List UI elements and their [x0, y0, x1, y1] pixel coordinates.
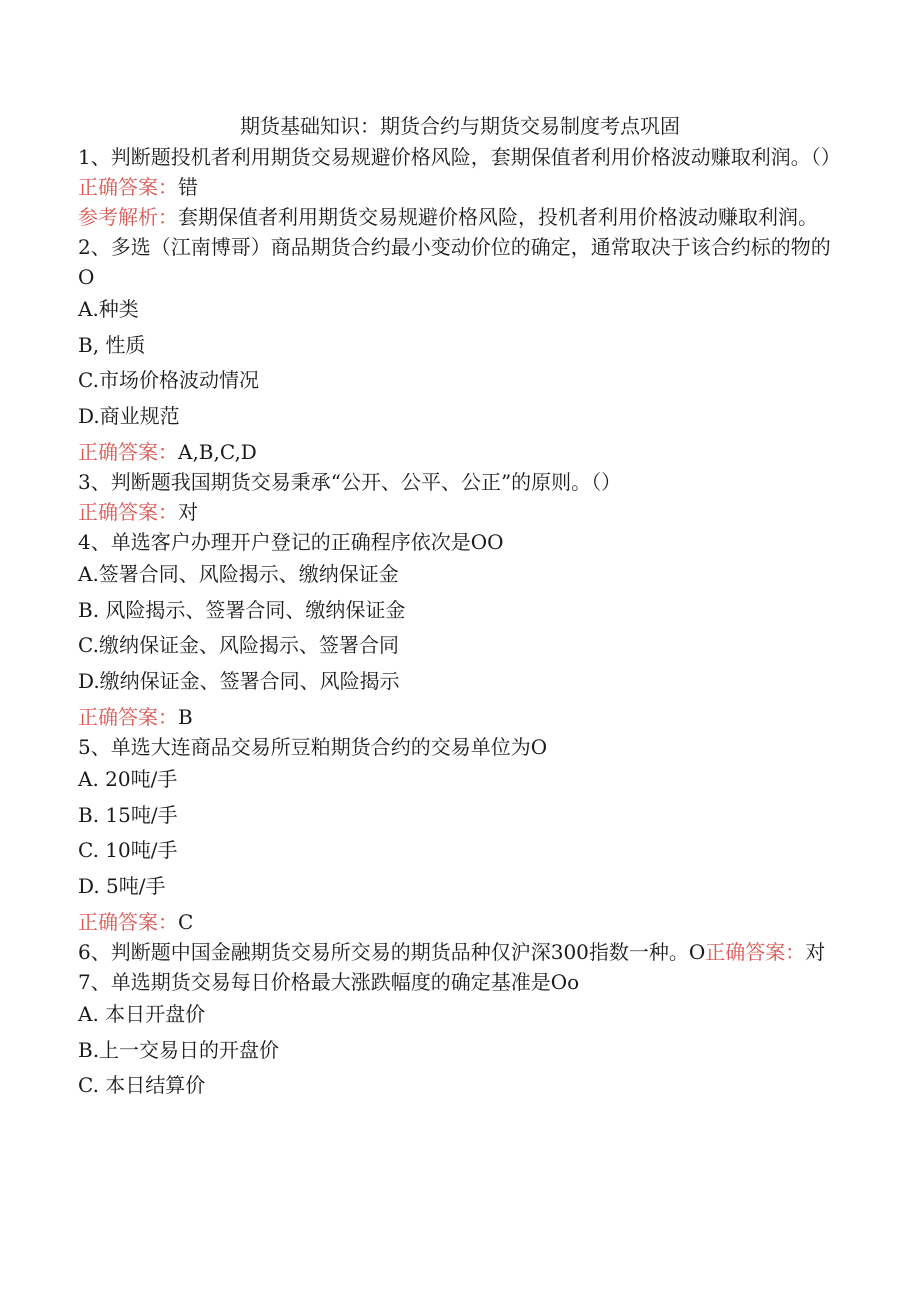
document-body	[78, 142, 841, 1104]
question-6-text: 6、判断题中国金融期货交易所交易的期货品种仅沪深300指数一种。O	[78, 940, 706, 964]
question-7-stem: 7、单选期货交易每日价格最大涨跌幅度的确定基准是Oo	[78, 970, 580, 994]
answer-label: 正确答案：	[78, 500, 178, 524]
question-6-stem	[78, 937, 838, 967]
option: D.缴纳保证金、签署合同、风险揭示	[78, 668, 400, 693]
answer-value: A,B,C,D	[178, 440, 257, 464]
answer-label: 正确答案：	[78, 175, 178, 199]
option: B. 风险揭示、签署合同、缴纳保证金	[78, 597, 406, 622]
option: B.上一交易日的开盘价	[78, 1037, 280, 1062]
analysis-text: 套期保值者利用期货交易规避价格风险，投机者利用价格波动赚取利润。	[178, 205, 818, 229]
question-3-stem: 3、判断题我国期货交易秉承“公开、公平、公正”的原则。（）	[78, 470, 622, 494]
option: A.签署合同、风险揭示、缴纳保证金	[78, 562, 399, 586]
question-2-stem: 2、多选（江南博哥）商品期货合约最小变动价位的确定，通常取决于该合约标的物的O	[78, 235, 831, 289]
option: A. 本日开盘价	[78, 1002, 206, 1026]
answer-value: B	[178, 705, 193, 729]
option: A.种类	[78, 297, 139, 321]
option: C. 10吨/手	[78, 838, 178, 862]
option: D.商业规范	[78, 403, 180, 428]
analysis-label: 参考解析：	[78, 205, 178, 229]
option: B, 性质	[78, 332, 146, 357]
answer-value: 对	[178, 500, 198, 524]
answer-label: 正确答案：	[78, 440, 178, 464]
answer-value: 错	[178, 175, 198, 199]
question-1-stem: 1、判断题投机者利用期货交易规避价格风险，套期保值者利用价格波动赚取利润。（）	[78, 145, 841, 169]
question-2-answer	[78, 437, 838, 467]
question-4-answer	[78, 702, 838, 732]
answer-label: 正确答案：	[78, 910, 178, 934]
option: A. 20吨/手	[78, 767, 178, 791]
answer-label: 正确答案：	[78, 705, 178, 729]
option: D. 5吨/手	[78, 873, 166, 898]
answer-value: C	[178, 910, 194, 934]
question-4-stem: 4、单选客户办理开户登记的正确程序依次是OO	[78, 530, 504, 554]
option: C.缴纳保证金、风险揭示、签署合同	[78, 633, 399, 657]
question-1-analysis	[78, 202, 838, 232]
question-5-answer	[78, 907, 838, 937]
answer-label: 正确答案：	[705, 940, 806, 964]
question-1-answer	[78, 172, 838, 202]
question-5-stem: 5、单选大连商品交易所豆粕期货合约的交易单位为O	[78, 735, 548, 759]
option: C. 本日结算价	[78, 1073, 206, 1097]
page-title: 期货基础知识：期货合约与期货交易制度考点巩固	[240, 114, 680, 138]
question-3-answer	[78, 497, 838, 527]
answer-value: 对	[805, 940, 826, 964]
option: B. 15吨/手	[78, 802, 178, 827]
option: C.市场价格波动情况	[78, 368, 259, 392]
